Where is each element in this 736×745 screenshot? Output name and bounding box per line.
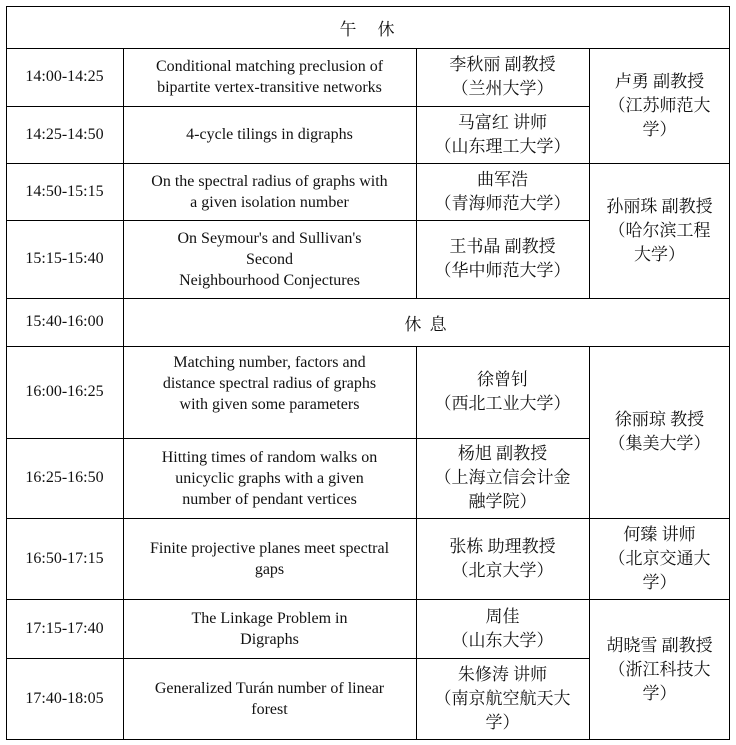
chair-cell xyxy=(589,163,730,298)
time-cell: 16:25-16:50 xyxy=(25,469,104,486)
break-time-cell: 15:40-16:00 xyxy=(25,313,104,330)
chair-name: 胡晓雪 副教授 xyxy=(606,635,713,655)
speaker-affiliation: （南京航空航天大 xyxy=(434,689,571,708)
time-cell: 14:25-14:50 xyxy=(25,125,104,143)
speaker-cell xyxy=(416,599,589,658)
speaker-affiliation: 学） xyxy=(485,713,520,732)
lunch-header: 午 休 xyxy=(339,19,397,39)
title-line: with given some parameters xyxy=(179,395,360,413)
speaker-name: 徐曾钊 xyxy=(477,370,528,389)
speaker-name: 周佳 xyxy=(485,606,520,626)
speaker-name: 马富红 讲师 xyxy=(457,112,548,132)
speaker-affiliation: （青海师范大学） xyxy=(434,193,571,213)
chair-cell xyxy=(589,48,730,163)
chair-affiliation: （浙江科技大 xyxy=(608,659,711,679)
speaker-affiliation: 融学院） xyxy=(468,492,537,511)
talk-title xyxy=(123,48,416,106)
speaker-name: 曲军浩 xyxy=(477,169,528,189)
time-cell: 17:15-17:40 xyxy=(25,619,104,637)
speaker-name: 王书晶 副教授 xyxy=(449,237,556,256)
speaker-name: 张栋 助理教授 xyxy=(449,536,556,556)
time-cell: 15:15-15:40 xyxy=(25,250,104,267)
time-cell: 16:00-16:25 xyxy=(25,383,104,400)
talk-title xyxy=(123,658,416,740)
break-label: 休 息 xyxy=(404,314,449,334)
chair-cell xyxy=(589,346,730,518)
talk-title xyxy=(123,106,416,163)
title-line: Finite projective planes meet spectral xyxy=(149,539,390,557)
title-line: distance spectral radius of graphs xyxy=(162,374,377,392)
talk-title xyxy=(123,599,416,658)
speaker-cell xyxy=(416,163,589,220)
chair-cell xyxy=(589,518,730,599)
speaker-affiliation: （华中师范大学） xyxy=(434,261,571,280)
chair-affiliation: 学） xyxy=(642,572,677,592)
speaker-cell xyxy=(416,518,589,599)
title-line: 4-cycle tilings in digraphs xyxy=(186,126,353,143)
title-line: Digraphs xyxy=(240,630,299,648)
title-line: Hitting times of random walks on xyxy=(161,448,378,466)
title-line: gaps xyxy=(254,560,285,578)
title-line: On the spectral radius of graphs with xyxy=(151,172,388,190)
title-line: Generalized Turán number of linear xyxy=(154,680,385,697)
speaker-name: 朱修涛 讲师 xyxy=(457,665,548,684)
speaker-cell xyxy=(416,658,589,740)
title-line: Matching number, factors and xyxy=(173,353,366,371)
speaker-cell xyxy=(416,106,589,163)
talk-title xyxy=(123,163,416,220)
speaker-affiliation: （山东大学） xyxy=(451,630,554,650)
chair-affiliation: （北京交通大 xyxy=(608,548,711,568)
speaker-cell xyxy=(416,346,589,438)
chair-cell xyxy=(589,599,730,740)
chair-name: 何臻 讲师 xyxy=(623,524,696,544)
talk-title xyxy=(123,220,416,298)
chair-affiliation: （江苏师范大 xyxy=(608,95,711,115)
title-line: forest xyxy=(251,701,288,718)
chair-name: 卢勇 副教授 xyxy=(614,71,705,91)
time-cell: 14:50-15:15 xyxy=(25,182,104,200)
time-cell: 17:40-18:05 xyxy=(25,690,104,707)
time-cell: 14:00-14:25 xyxy=(25,68,104,85)
talk-title xyxy=(123,518,416,599)
title-line: bipartite vertex-transitive networks xyxy=(157,79,382,96)
speaker-affiliation: （山东理工大学） xyxy=(434,136,571,156)
chair-affiliation: 学） xyxy=(642,683,677,703)
chair-affiliation: （集美大学） xyxy=(608,434,711,453)
title-line: unicyclic graphs with a given xyxy=(175,469,364,487)
chair-affiliation: （哈尔滨工程 xyxy=(608,220,711,240)
title-line: number of pendant vertices xyxy=(182,490,357,508)
chair-name: 徐丽琼 教授 xyxy=(614,410,705,429)
time-cell: 16:50-17:15 xyxy=(25,549,104,567)
title-line: The Linkage Problem in xyxy=(191,609,348,627)
speaker-affiliation: （北京大学） xyxy=(451,560,554,580)
speaker-affiliation: （兰州大学） xyxy=(451,79,554,98)
chair-affiliation: 大学） xyxy=(634,244,685,264)
title-line: On Seymour's and Sullivan's xyxy=(177,229,362,247)
speaker-cell xyxy=(416,48,589,106)
title-line: Second xyxy=(245,250,294,268)
title-line: a given isolation number xyxy=(190,193,349,211)
title-line: Neighbourhood Conjectures xyxy=(179,271,360,289)
chair-name: 孙丽珠 副教授 xyxy=(606,196,713,216)
speaker-affiliation: （西北工业大学） xyxy=(434,394,571,413)
speaker-name: 杨旭 副教授 xyxy=(457,444,548,463)
speaker-cell xyxy=(416,220,589,298)
speaker-cell xyxy=(416,438,589,518)
talk-title xyxy=(123,438,416,518)
title-line: Conditional matching preclusion of xyxy=(155,58,384,75)
chair-affiliation: 学） xyxy=(642,119,677,139)
speaker-name: 李秋丽 副教授 xyxy=(449,55,556,74)
talk-title xyxy=(123,346,416,420)
speaker-affiliation: （上海立信会计金 xyxy=(434,468,571,487)
